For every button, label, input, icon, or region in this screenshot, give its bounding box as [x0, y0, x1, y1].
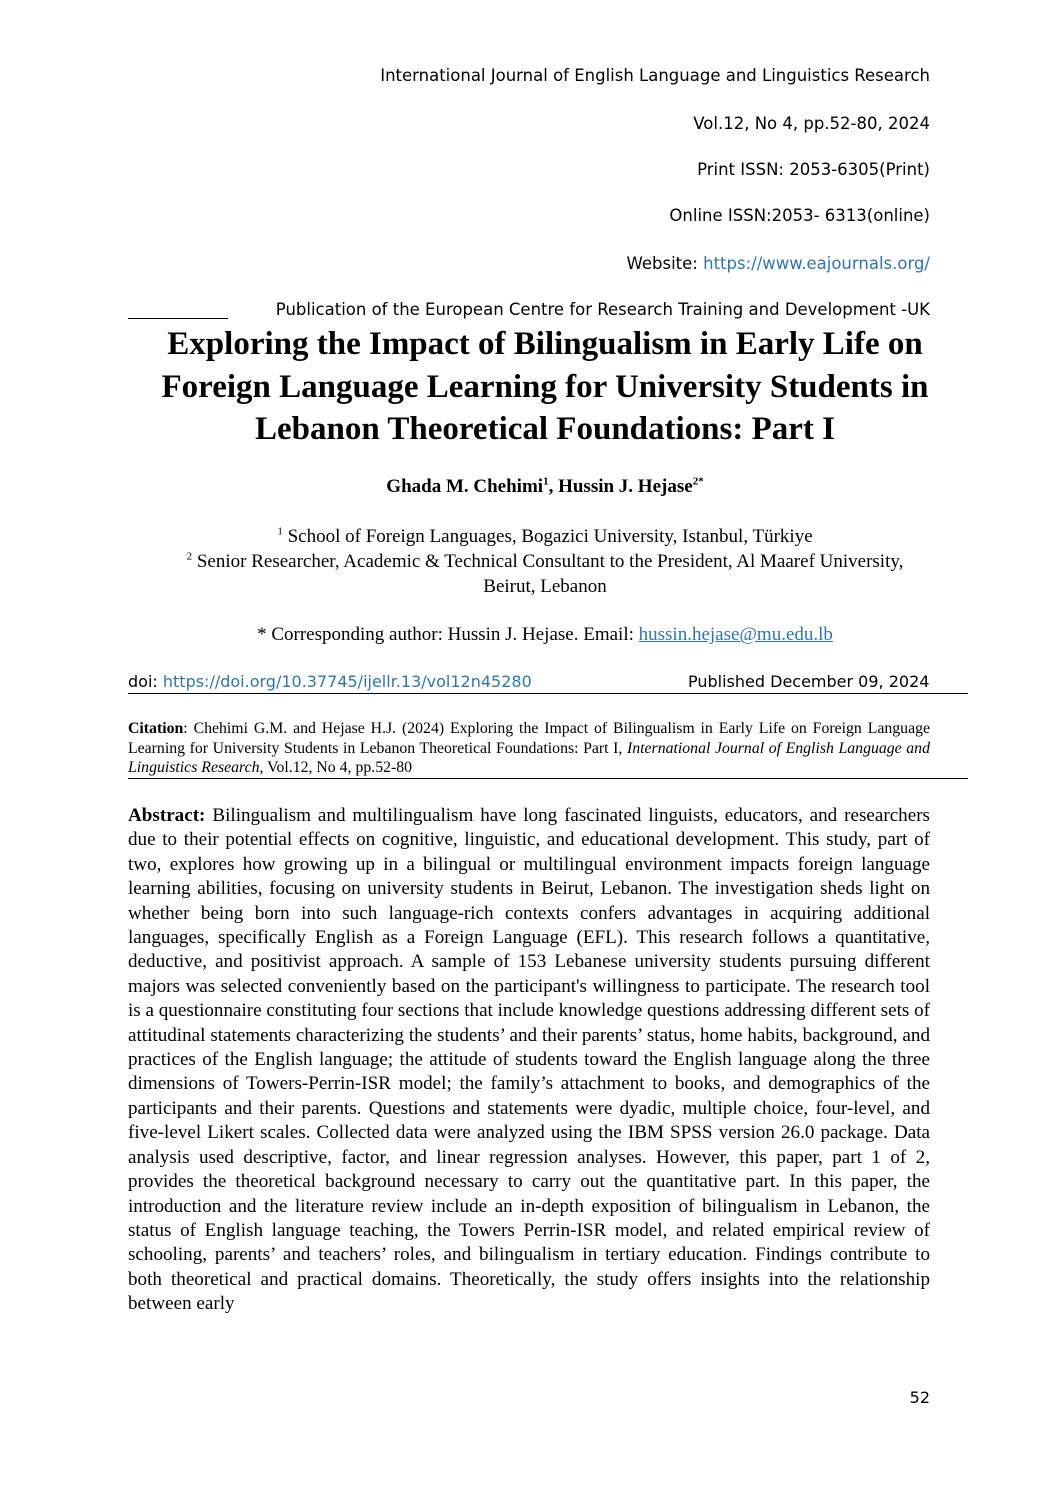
author-1: Ghada M. Chehimi — [386, 476, 544, 497]
affiliation-2-text: Senior Researcher, Academic & Technical Consultant to the President, Al Maaref University, — [196, 551, 904, 572]
paper-title — [100, 323, 990, 451]
affiliation-2-cont: Beirut, Lebanon — [483, 576, 607, 597]
page-number: 52 — [909, 1388, 930, 1407]
author-1-sup: 1 — [543, 475, 549, 488]
doi-label: doi: — [128, 672, 158, 691]
affiliation-1-text: School of Foreign Languages, Bogazici University, Istanbul, Türkiye — [287, 526, 813, 547]
citation-block — [128, 719, 930, 778]
publisher-line: Publication of the European Centre for Research Training and Development -UK — [275, 300, 930, 319]
citation-journal: International Journal of English Language and Linguistics Research — [128, 739, 930, 776]
doi-link[interactable]: https://doi.org/10.37745/ijellr.13/vol12n45280 — [162, 672, 532, 691]
citation-label: Citation — [128, 720, 184, 737]
website-label: Website: — [626, 254, 698, 273]
citation-tail: , Vol.12, No 4, pp.52-80 — [259, 759, 413, 776]
corresponding-label: * Corresponding author: Hussin J. Hejase. Email: — [257, 624, 634, 645]
corresponding-author — [100, 624, 990, 646]
affiliation-2 — [100, 549, 990, 574]
abstract-block — [128, 804, 930, 1317]
affiliation-1 — [100, 524, 990, 549]
title-line-1: Exploring the Impact of Bilingualism in Early Life on — [167, 326, 923, 362]
author-2: Hussin J. Hejase — [558, 476, 693, 497]
published-date: Published December 09, 2024 — [688, 672, 930, 691]
title-line-3: Lebanon Theoretical Foundations: Part I — [255, 411, 835, 447]
affiliation-2-sup: 2 — [186, 550, 193, 563]
citation-text: : Chehimi G.M. and Hejase H.J. (2024) Exploring the Impact of Bilingualism in Early Life on Foreign Language Learning for University Students in Lebanon Theoretical Foundations: Part I, — [128, 720, 930, 757]
print-issn: Print ISSN: 2053-6305(Print) — [697, 160, 930, 179]
affiliations — [100, 524, 990, 599]
affiliation-1-sup: 1 — [277, 525, 283, 538]
website-link[interactable]: https://www.eajournals.org/ — [703, 254, 930, 273]
website-line — [627, 254, 930, 273]
title-line-2: Foreign Language Learning for University Students in — [161, 368, 929, 405]
online-issn: Online ISSN:2053- 6313(online) — [669, 206, 930, 225]
header-rule — [128, 318, 228, 319]
authors-line — [100, 476, 990, 498]
corresponding-email-link[interactable]: hussin.hejase@mu.edu.lb — [638, 624, 833, 645]
doi-line — [128, 672, 532, 691]
journal-name: International Journal of English Language and Linguistics Research — [380, 66, 930, 85]
citation-rule — [128, 778, 968, 779]
doi-rule — [128, 693, 968, 694]
abstract-text: Bilingualism and multilingualism have long fascinated linguists, educators, and researchers due to their potential effects on cognitive, linguistic, and educational development. This study, part of two, explores how growing up in a bilingual or multilingual environment impacts foreign language learning abilities, focusing on university students in Beirut, Lebanon. The investigation sheds light on whether being born into such language-rich contexts confers advantages in acquiring additional languages, specifically English as a Foreign Language (EFL). This research follows a quantitative, deductive, and positivist approach. A sample of 153 Lebanese university students pursuing different majors was selected conveniently based on the participant's willingness to participate. The research tool is a questionnaire constituting four sections that include knowledge questions addressing different sets of attitudinal statements characterizing the students’ and their parents’ status, home habits, background, and practices of the English language; the attitude of students toward the English language along the three dimensions of Towers-Perrin-ISR model; the family’s attachment to books, and demographics of the participants and their parents. Questions and statements were dyadic, multiple choice, four-level, and five-level Likert scales. Collected data were analyzed using the IBM SPSS version 26.0 package. Data analysis used descriptive, factor, and linear regression analyses. However, this paper, part 1 of 2, provides the theoretical background necessary to carry out the quantitative part. In this paper, the introduction and the literature review include an in-depth exposition of bilingualism in Lebanon, the status of English language teaching, the Towers Perrin-ISR model, and related empirical review of schooling, parents’ and teachers’ roles, and bilingualism in tertiary education. Findings contribute to both theoretical and practical domains. Theoretically, the study offers insights into the relationship between early — [128, 805, 930, 1315]
abstract-label: Abstract: — [128, 805, 206, 826]
volume-info: Vol.12, No 4, pp.52-80, 2024 — [693, 114, 930, 133]
author-separator: , — [548, 476, 554, 497]
author-2-sup: 2* — [692, 475, 704, 488]
